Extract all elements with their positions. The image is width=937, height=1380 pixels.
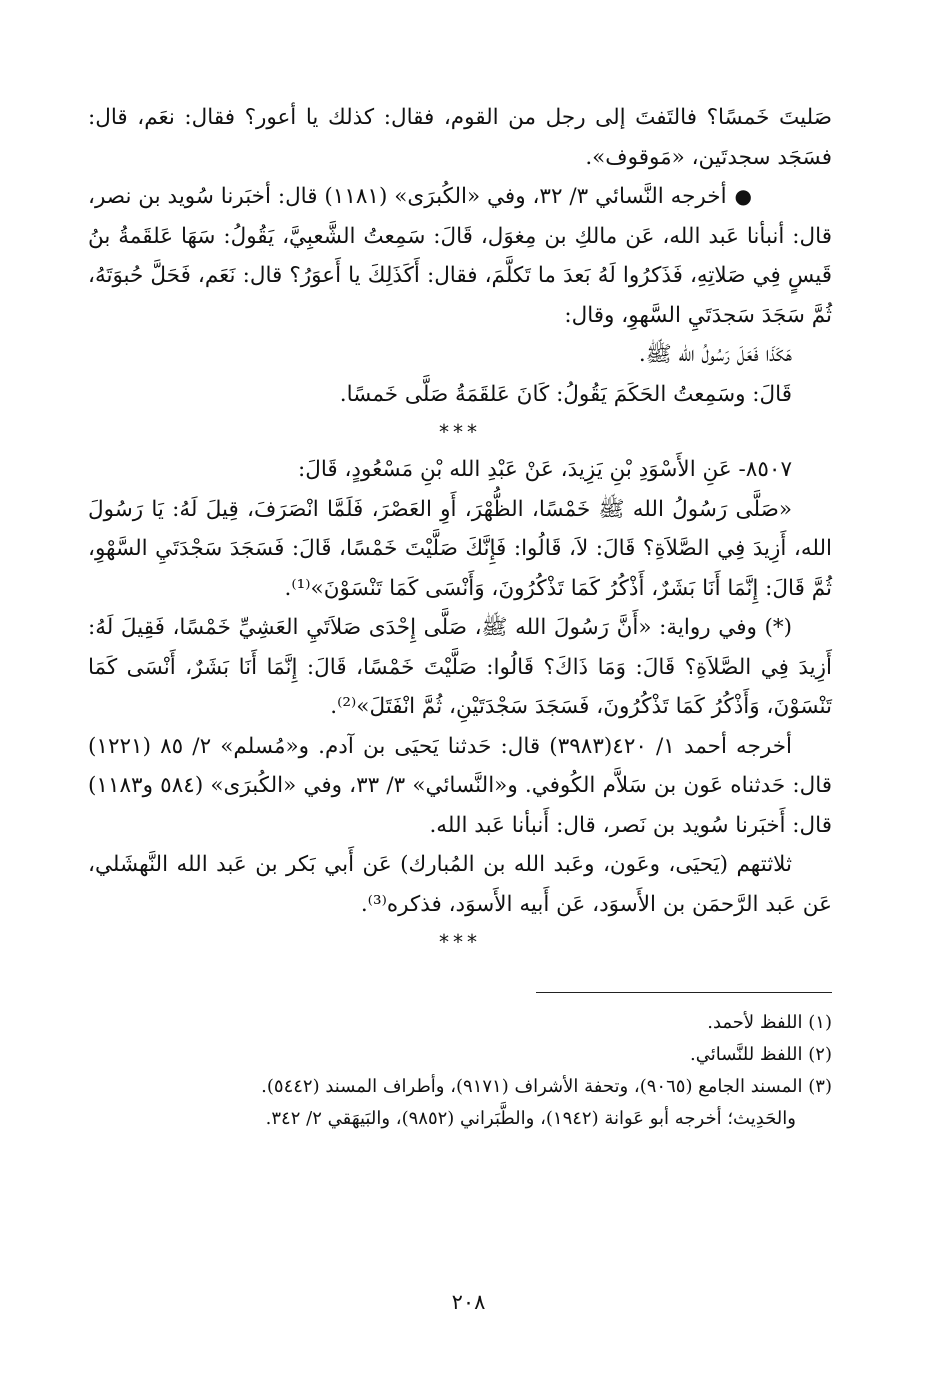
hadith-text-main: «صَلَّى رَسُولُ الله ﷺ خَمْسًا، الظُّهْرَ، أَوِ العَصْرَ، فَلَمَّا انْصَرَفَ، قِيلَ لَهُ: يَا رَسُولَ الله، أَزِيدَ فِي الصَّلاَةِ؟ قَالَ: لاَ، قَالُوا: فَإِنَّكَ صَلَّيْتَ خَمْسًا، قَالَ: فَسَجَدَ سَجْدَتَيِ السَّهْوِ، ثُمَّ قَالَ: إِنَّمَا أَنَا بَشَرٌ، أَذْكُرُ كَمَا تَذْكُرُونَ، وَأَنْسَى كَمَا تَنْسَوْنَ»⁽¹⁾. [88, 496, 832, 601]
page-body [88, 98, 832, 1135]
paragraph-quote-prophet: هَكَذَا فَعَلَ رَسُولُ الله ﷺ. [638, 342, 792, 367]
footnote-1: (١) اللفظ لأحمد. [707, 1012, 832, 1033]
footnote-3-continuation: والحَدِيث؛ أخرجه أبو عَوانة (١٩٤٢)، والطَّبَراني (٩٨٥٢)، والبَيهَقي ٢/ ٣٤٢. [265, 1108, 796, 1129]
bullet-icon: ● [734, 184, 752, 208]
paragraph-hakam-saying: قَالَ: وسَمِعتُ الحَكَمَ يَقُولُ: كَانَ عَلقَمَةُ صَلَّى خَمسًا. [339, 381, 792, 407]
paragraph-isnad: ثلاثتهم (يَحيَى، وعَون، وعَبد الله بن المُبارك) عَن أَبي بَكر بن عَبد الله النَّهشَلي، عَن عَبد الرَّحمَن بن الأَسوَد، عَن أَبيه الأَسوَد، فذكره⁽³⁾. [88, 852, 832, 917]
paragraph-continuation: صَليتَ خَمسًا؟ فالتَفتَ إلى رجل من القوم، فقال: كذلك يا أعور؟ فقال: نعَم، قال: فسَجَد سجدتَين، «مَوقوف». [88, 105, 832, 170]
section-divider-stars: *** [439, 930, 481, 954]
hadith-heading-8507: ٨٥٠٧- عَنِ الأَسْوَدِ بْنِ يَزِيدَ، عَنْ عَبْدِ الله بْنِ مَسْعُودٍ، قَالَ: [297, 457, 792, 482]
footnote-3: (٣) المسند الجامع (٩٠٦٥)، وتحفة الأشراف (٩١٧١)، وأطراف المسند (٥٤٤٢). [261, 1076, 832, 1097]
section-divider-stars: *** [439, 420, 481, 444]
paragraph-takhrij-nasai [88, 177, 832, 335]
paragraph-takhrij-text: أخرجه النَّسائي ٣/ ٣٢، وفي «الكُبرَى» (١١٨١) قال: أخبَرنا سُويد بن نصر، قال: أنبأنا عَبد الله، عَن مالكِ بن مِغوَل، قَالَ: سَمِعتُ الشَّعبِيَّ، يَقُولُ: سَهَا عَلقَمةُ بنُ قَيسٍ فِي صَلاتِهِ، فَذَكرُوا لَهُ بَعدَ ما تَكلَّمَ، فقال: أَكَذَلِكَ يا أَعوَرُ؟ قال: نَعَم، فَحَلَّ حُبوَتَهُ، ثُمَّ سَجَدَ سَجدَتَيِ السَّهوِ، وقال: [88, 184, 832, 328]
paragraph-takhrij-ahmad: أخرجه أحمد ١/ ٤٢٠(٣٩٨٣) قال: حَدثنا يَحيَى بن آدم. و«مُسلم» ٢/ ٨٥ (١٢٢١) قال: حَدثناه عَون بن سَلاَّم الكُوفي. و«النَّسائي» ٣/ ٣٣، وفي «الكُبرَى» (٥٨٤ و١١٨٣) قال: أَخبَرنا سُويد بن نَصر، قال: أَنبأنا عَبد الله. [88, 733, 833, 838]
footnote-2: (٢) اللفظ للنَّسائي. [690, 1044, 832, 1065]
hadith-text-riwaya: (*) وفي رواية: «أَنَّ رَسُولَ الله ﷺ، صَلَّى إِحْدَى صَلاَتَيِ العَشِيِّ خَمْسًا، فَقِيلَ لَهُ: أَزِيدَ فِي الصَّلاَةِ؟ قَالَ: وَمَا ذَاكَ؟ قَالُوا: صَلَّيْتَ خَمْسًا، قَالَ: إِنَّمَا أَنَا بَشَرٌ، أَنْسَى كَمَا تَنْسَوْنَ، وَأَذْكُرُ كَمَا تَذْكُرُونَ، فَسَجَدَ سَجْدَتَيْنِ، ثُمَّ انْفَتَلَ»⁽²⁾. [88, 615, 832, 719]
page-number: ٢٠٨ [451, 1290, 486, 1314]
footnote-separator [536, 992, 832, 993]
